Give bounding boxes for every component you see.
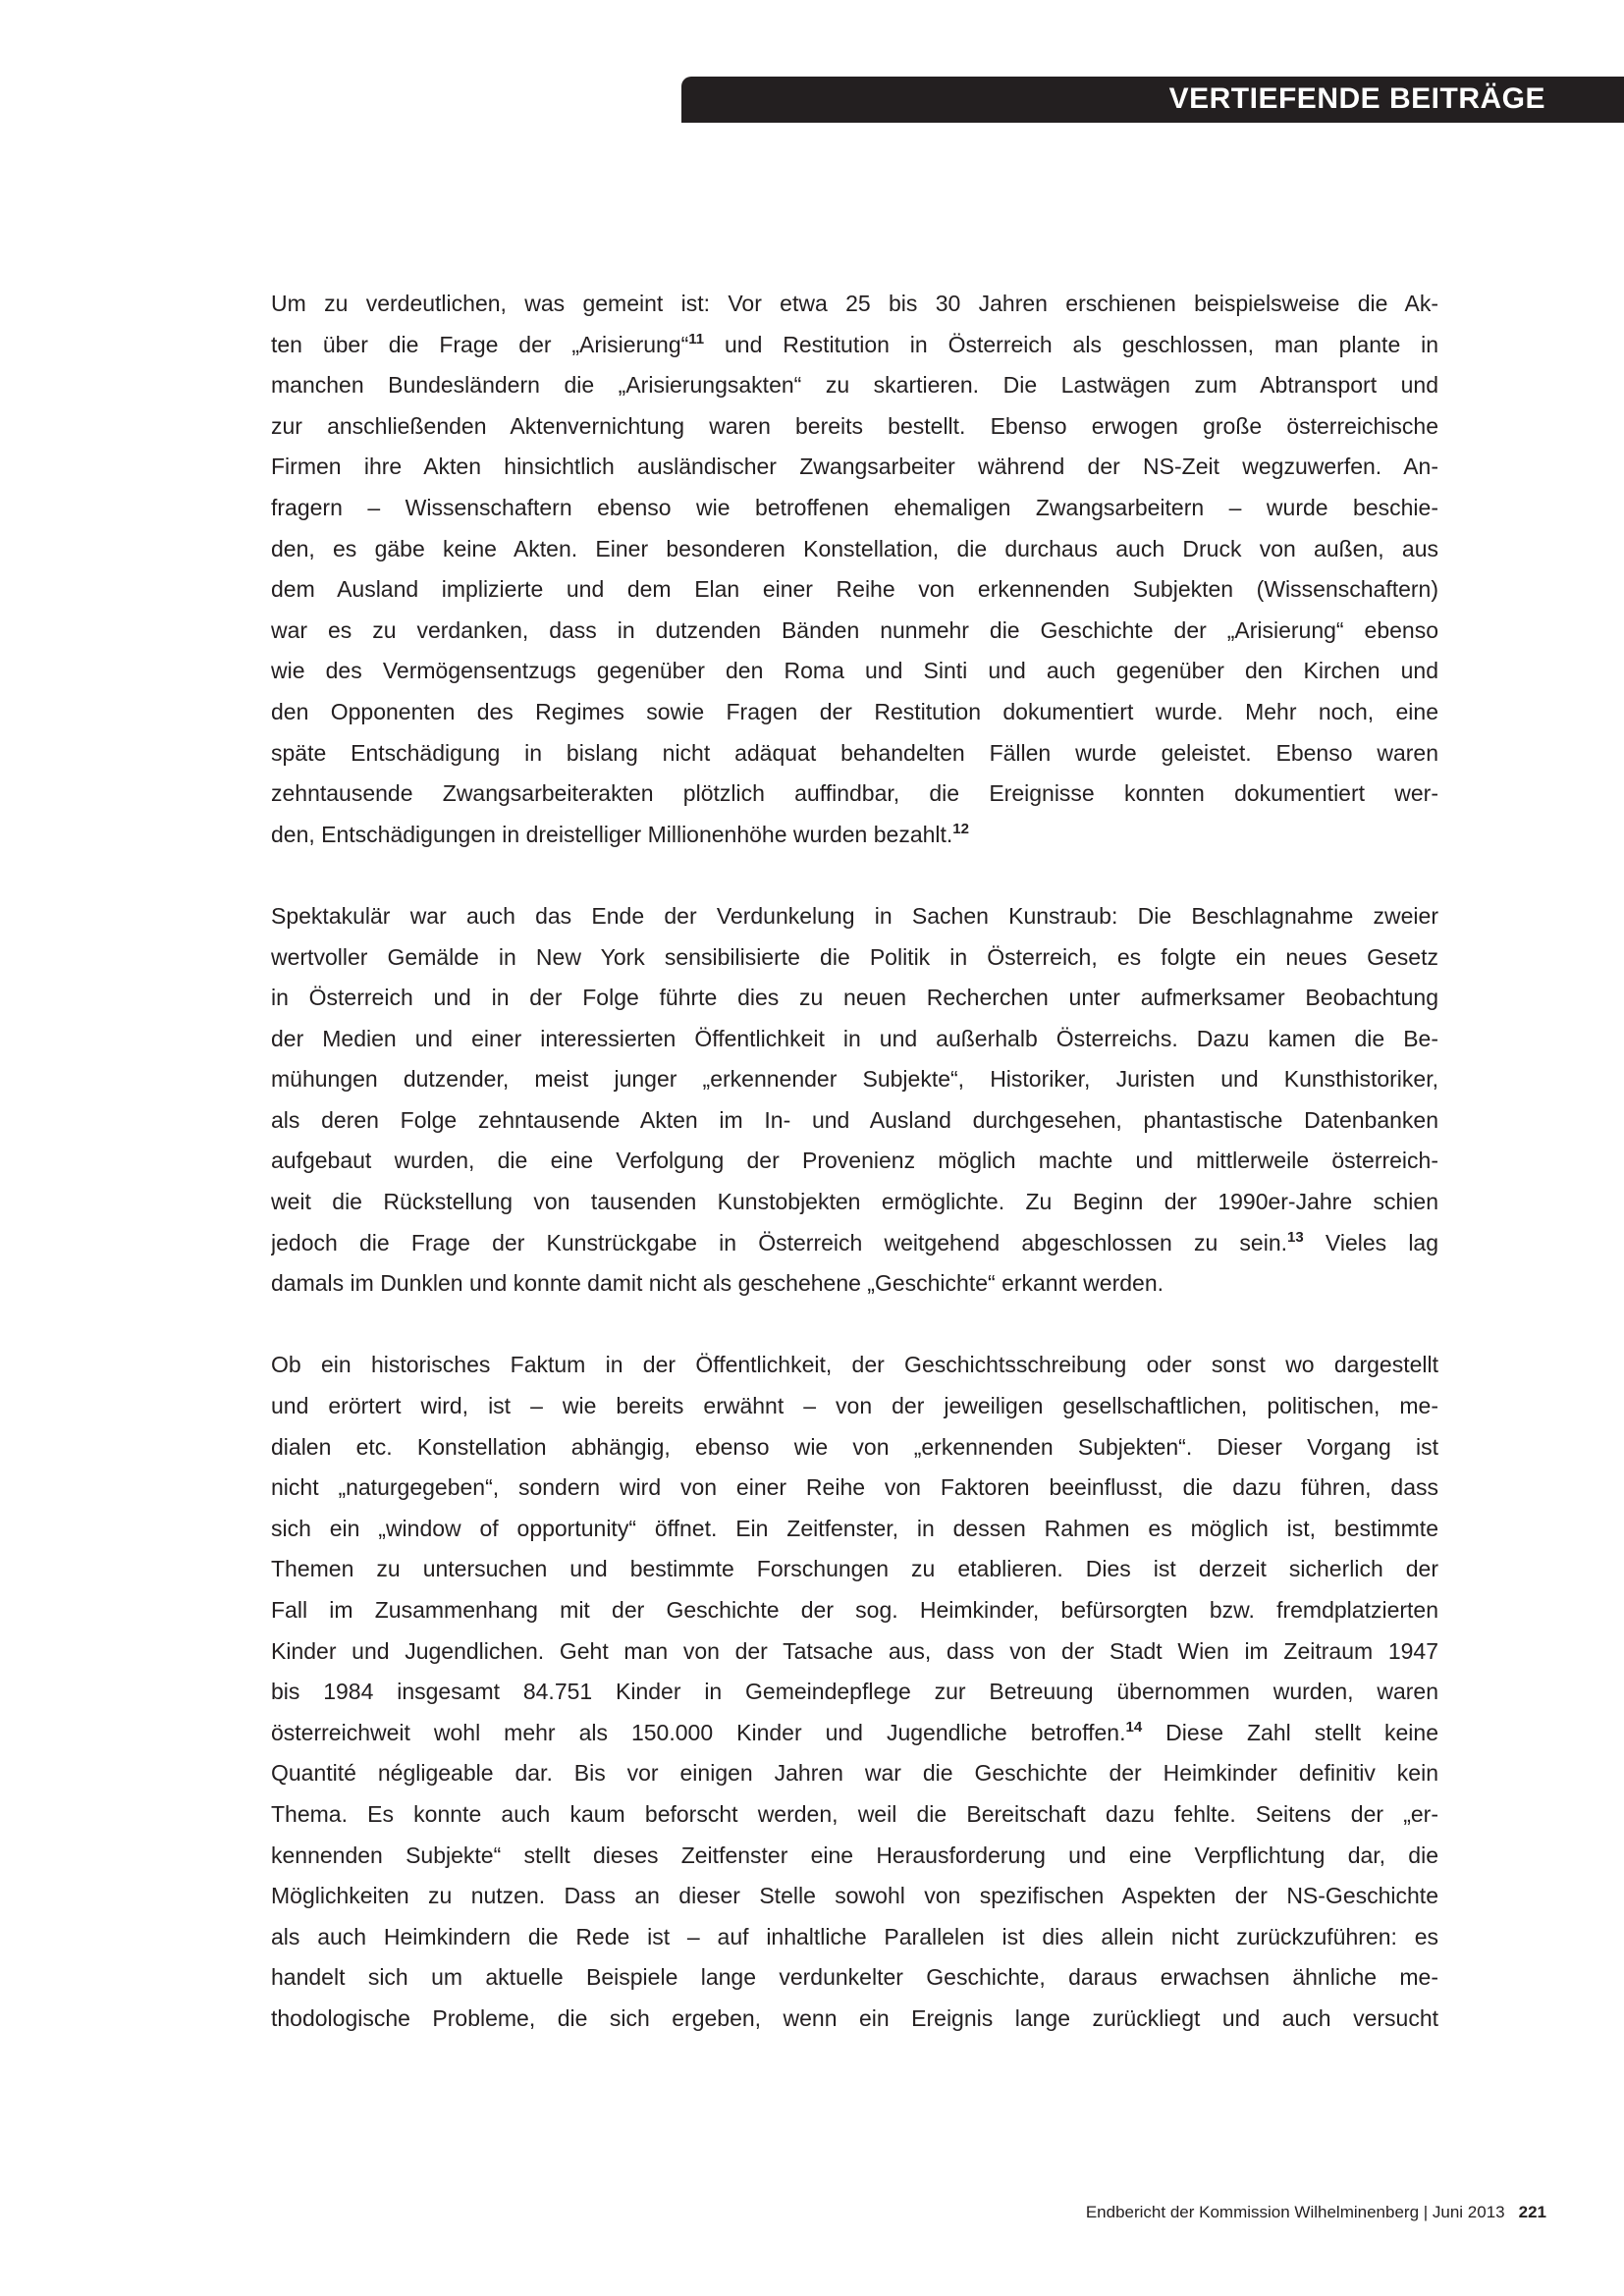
text-segment: mühungen dutzender, meist junger „erkennender Subjekte“, Historiker, Juristen und Kunsthistoriker, [271, 1066, 1438, 1093]
text-segment: Diese Zahl stellt keine [1142, 1719, 1438, 1745]
text-line [271, 1794, 1438, 1836]
text-segment: bis 1984 insgesamt 84.751 Kinder in Gemeindepflege zur Betreuung übernommen wurden, waren [271, 1679, 1438, 1705]
text-line [271, 1957, 1438, 1999]
text-segment: war es zu verdanken, dass in dutzenden Bänden nunmehr die Geschichte der „Arisierung“ ebenso [271, 616, 1438, 643]
text-line [271, 284, 1438, 325]
text-line [271, 1100, 1438, 1142]
footnote-reference: 11 [688, 330, 705, 347]
text-line [271, 896, 1438, 937]
text-line [271, 1713, 1438, 1754]
text-segment: Firmen ihre Akten hinsichtlich ausländischer Zwangsarbeiter während der NS-Zeit wegzuwerfen. An- [271, 454, 1438, 480]
text-segment: und Restitution in Österreich als geschlossen, man plante in [704, 331, 1438, 357]
text-segment: Fall im Zusammenhang mit der Geschichte der sog. Heimkinder, befürsorgten bzw. fremdplatzierten [271, 1597, 1438, 1623]
text-segment: zehntausende Zwangsarbeiterakten plötzlich auffindbar, die Ereignisse konnten dokumentiert wer- [271, 780, 1438, 807]
footnote-reference: 13 [1287, 1228, 1304, 1246]
text-segment: damals im Dunklen und konnte damit nicht als geschehene „Geschichte“ erkannt werden. [271, 1270, 1164, 1297]
text-line [271, 365, 1438, 406]
text-line [271, 1509, 1438, 1550]
text-line [271, 1263, 1438, 1305]
text-line [271, 611, 1438, 652]
text-line [271, 1836, 1438, 1877]
text-line [271, 1468, 1438, 1509]
text-segment: manchen Bundesländern die „Arisierungsakten“ zu skartieren. Die Lastwägen zum Abtransport und [271, 372, 1438, 399]
text-line [271, 447, 1438, 488]
text-segment: dem Ausland implizierte und dem Elan einer Reihe von erkennenden Subjekten (Wissenschaftern) [271, 576, 1438, 603]
text-line [271, 733, 1438, 774]
text-segment: und erörtert wird, ist – wie bereits erwähnt – von der jeweiligen gesellschaftlichen, politischen, me- [271, 1393, 1438, 1419]
text-segment: Quantité négligeable dar. Bis vor einigen Jahren war die Geschichte der Heimkinder definitiv kein [271, 1760, 1438, 1787]
paragraph [271, 896, 1438, 1305]
text-segment: Themen zu untersuchen und bestimmte Forschungen zu etablieren. Dies ist derzeit sicherlich der [271, 1556, 1438, 1582]
text-segment: Vieles lag [1303, 1229, 1438, 1255]
text-segment: als auch Heimkindern die Rede ist – auf inhaltliche Parallelen ist dies allein nicht zurückzuführen: es [271, 1923, 1438, 1949]
text-segment: thodologische Probleme, die sich ergeben, wenn ein Ereignis lange zurückliegt und auch versucht [271, 2004, 1438, 2031]
text-line [271, 1182, 1438, 1223]
text-line [271, 1223, 1438, 1264]
page-number: 221 [1518, 2203, 1546, 2221]
text-segment: Thema. Es konnte auch kaum beforscht werden, weil die Bereitschaft dazu fehlte. Seitens der „er- [271, 1800, 1438, 1827]
text-line [271, 1549, 1438, 1590]
paragraph [271, 284, 1438, 855]
text-segment: in Österreich und in der Folge führte dies zu neuen Recherchen unter aufmerksamer Beobachtung [271, 985, 1438, 1011]
footnote-reference: 14 [1125, 1718, 1143, 1735]
text-segment: nicht „naturgegeben“, sondern wird von einer Reihe von Faktoren beeinflusst, die dazu führen, dass [271, 1474, 1438, 1501]
text-segment: den, Entschädigungen in dreistelliger Millionenhöhe wurden bezahlt. [271, 821, 953, 847]
text-line [271, 1876, 1438, 1917]
text-line [271, 692, 1438, 733]
text-segment: kennenden Subjekte“ stellt dieses Zeitfenster eine Herausforderung und eine Verpflichtung dar, die [271, 1842, 1438, 1868]
text-segment: fragern – Wissenschaftern ebenso wie betroffenen ehemaligen Zwangsarbeitern – wurde beschie- [271, 494, 1438, 520]
text-segment: wie des Vermögensentzugs gegenüber den Roma und Sinti und auch gegenüber den Kirchen und [271, 658, 1438, 684]
text-segment: der Medien und einer interessierten Öffentlichkeit in und außerhalb Österreichs. Dazu kamen die Be- [271, 1025, 1438, 1051]
body-text [271, 284, 1438, 2080]
text-segment: ten über die Frage der „Arisierung“ [271, 331, 689, 357]
text-line [271, 1345, 1438, 1386]
text-line [271, 1999, 1438, 2040]
text-line [271, 529, 1438, 570]
text-segment: den, es gäbe keine Akten. Einer besonderen Konstellation, die durchaus auch Druck von außen, aus [271, 535, 1438, 561]
text-segment: weit die Rückstellung von tausenden Kunstobjekten ermöglichte. Zu Beginn der 1990er-Jahre schien [271, 1189, 1438, 1215]
text-segment: Ob ein historisches Faktum in der Öffentlichkeit, der Geschichtsschreibung oder sonst wo dargestellt [271, 1352, 1438, 1378]
text-line [271, 1753, 1438, 1794]
section-header-bar [681, 77, 1624, 123]
text-segment: als deren Folge zehntausende Akten im In- und Ausland durchgesehen, phantastische Datenbanken [271, 1106, 1438, 1133]
section-title: VERTIEFENDE BEITRÄGE [1168, 82, 1545, 115]
text-line [271, 1019, 1438, 1060]
text-line [271, 569, 1438, 611]
text-segment: dialen etc. Konstellation abhängig, ebenso wie von „erkennenden Subjekten“. Dieser Vorgang ist [271, 1433, 1438, 1460]
text-line [271, 1917, 1438, 1958]
text-line [271, 937, 1438, 979]
text-line [271, 1631, 1438, 1673]
paragraph [271, 1345, 1438, 2039]
text-segment: wertvoller Gemälde in New York sensibilisierte die Politik in Österreich, es folgte ein neues Gesetz [271, 943, 1438, 970]
text-segment: Spektakulär war auch das Ende der Verdunkelung in Sachen Kunstraub: Die Beschlagnahme zweier [271, 902, 1438, 929]
footer-text: Endbericht der Kommission Wilhelminenberg | Juni 2013 [1085, 2203, 1505, 2221]
text-line [271, 488, 1438, 529]
text-line [271, 1386, 1438, 1427]
text-line [271, 774, 1438, 815]
text-segment: sich ein „window of opportunity“ öffnet. Ein Zeitfenster, in dessen Rahmen es möglich ist, bestimmte [271, 1515, 1438, 1541]
text-segment: handelt sich um aktuelle Beispiele lange verdunkelter Geschichte, daraus erwachsen ähnliche me- [271, 1964, 1438, 1991]
footnote-reference: 12 [952, 820, 969, 837]
text-line [271, 1672, 1438, 1713]
text-segment: jedoch die Frage der Kunstrückgabe in Österreich weitgehend abgeschlossen zu sein. [271, 1229, 1288, 1255]
text-segment: zur anschließenden Aktenvernichtung waren bereits bestellt. Ebenso erwogen große österreichische [271, 412, 1438, 439]
text-line [271, 815, 1438, 856]
text-segment: österreichweit wohl mehr als 150.000 Kinder und Jugendliche betroffen. [271, 1719, 1126, 1745]
text-segment: den Opponenten des Regimes sowie Fragen der Restitution dokumentiert wurde. Mehr noch, eine [271, 698, 1438, 724]
text-segment: späte Entschädigung in bislang nicht adäquat behandelten Fällen wurde geleistet. Ebenso waren [271, 739, 1438, 766]
text-line [271, 978, 1438, 1019]
text-segment: Möglichkeiten zu nutzen. Dass an dieser Stelle sowohl von spezifischen Aspekten der NS-Geschichte [271, 1883, 1438, 1909]
text-line [271, 1059, 1438, 1100]
text-segment: Kinder und Jugendlichen. Geht man von der Tatsache aus, dass von der Stadt Wien im Zeitraum 1947 [271, 1637, 1438, 1664]
page-footer [1086, 2201, 1546, 2224]
text-segment: aufgebaut wurden, die eine Verfolgung der Provenienz möglich machte und mittlerweile österreich- [271, 1148, 1438, 1174]
text-line [271, 1590, 1438, 1631]
text-line [271, 651, 1438, 692]
text-line [271, 1141, 1438, 1182]
text-line [271, 1427, 1438, 1468]
text-line [271, 406, 1438, 448]
text-line [271, 325, 1438, 366]
text-segment: Um zu verdeutlichen, was gemeint ist: Vor etwa 25 bis 30 Jahren erschienen beispielsweise die Ak- [271, 291, 1438, 316]
